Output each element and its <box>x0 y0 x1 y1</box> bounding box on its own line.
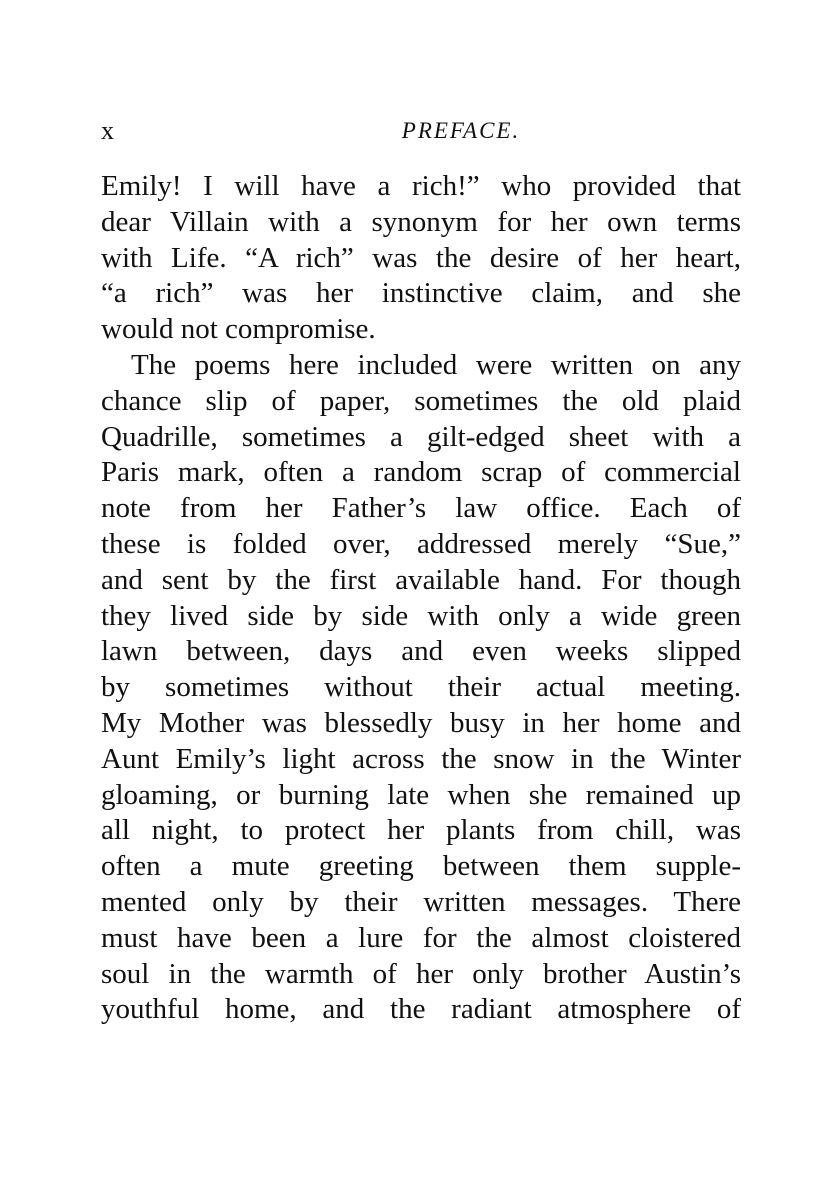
text-line: youthful home, and the radiant atmosphere of <box>101 993 741 1026</box>
text-line: often a mute greeting between them supple- <box>101 850 741 883</box>
text-line: all night, to protect her plants from chill, was <box>101 814 741 847</box>
page-number: x <box>101 116 115 145</box>
text-line: “a rich” was her instinctive claim, and she <box>101 277 741 310</box>
text-line: Emily! I will have a rich!” who provided that <box>101 170 741 202</box>
text-line: lawn between, days and even weeks slipped <box>101 635 741 668</box>
text-line: by sometimes without their actual meeting. <box>101 671 741 704</box>
text-line: Paris mark, often a random scrap of commercial <box>101 456 741 489</box>
text-line: they lived side by side with only a wide green <box>101 599 741 632</box>
text-line: mented only by their written messages. There <box>101 885 741 918</box>
text-line: must have been a lure for the almost cloistered <box>101 921 741 954</box>
text-line: these is folded over, addressed merely “Sue,” <box>101 527 741 560</box>
text-line: dear Villain with a synonym for her own terms <box>101 205 741 238</box>
running-title: PREFACE. <box>401 118 521 143</box>
text-line: Quadrille, sometimes a gilt-edged sheet with a <box>101 420 741 453</box>
body-text <box>101 169 741 1028</box>
text-line: with Life. “A rich” was the desire of her heart, <box>101 241 741 274</box>
text-line: gloaming, or burning late when she remained up <box>101 778 741 811</box>
text-line: My Mother was blessedly busy in her home and <box>101 706 741 739</box>
text-line: and sent by the first available hand. For though <box>101 563 741 596</box>
running-head <box>101 114 741 148</box>
text-line: chance slip of paper, sometimes the old plaid <box>101 384 741 417</box>
text-line: The poems here included were written on any <box>131 348 741 381</box>
text-line: Aunt Emily’s light across the snow in the Winter <box>101 742 741 775</box>
text-line: would not compromise. <box>101 313 376 346</box>
text-line: note from her Father’s law office. Each of <box>101 492 741 525</box>
text-line: soul in the warmth of her only brother Austin’s <box>101 957 741 990</box>
